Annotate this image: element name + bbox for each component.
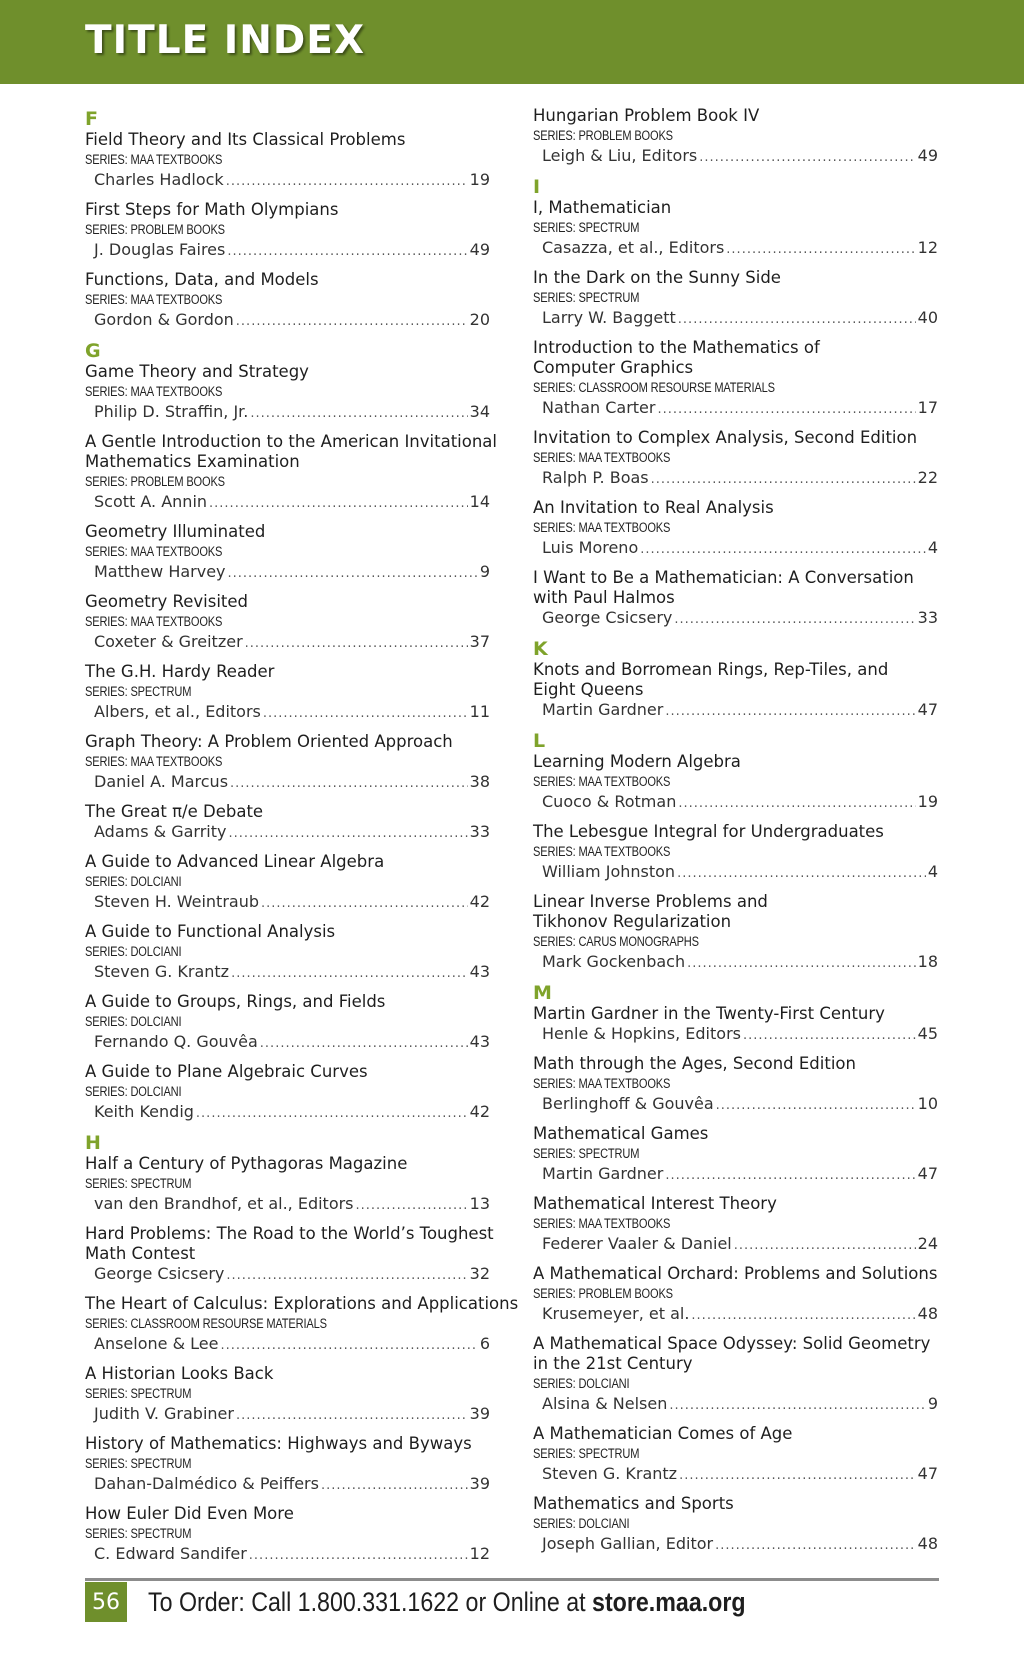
index-entry <box>533 892 938 974</box>
index-entry <box>533 1264 938 1326</box>
author-line <box>85 962 490 984</box>
book-series: SERIES: SPECTRUM <box>85 1456 192 1471</box>
dot-leader <box>236 312 468 332</box>
dot-leader <box>226 1266 467 1286</box>
index-entry <box>85 662 490 724</box>
index-entry <box>85 802 490 844</box>
book-title[interactable]: In the Dark on the Sunny Side <box>533 268 781 287</box>
book-series: SERIES: SPECTRUM <box>85 1526 192 1541</box>
author-line <box>85 240 490 262</box>
book-title[interactable]: Graph Theory: A Problem Oriented Approach <box>85 732 453 751</box>
book-series: SERIES: CLASSROOM RESOURSE MATERIALS <box>533 380 775 395</box>
dot-leader <box>716 1096 916 1116</box>
author-line <box>85 562 490 584</box>
dot-leader <box>356 1196 468 1216</box>
book-title[interactable]: Mathematical Interest Theory <box>533 1194 777 1213</box>
author-line <box>85 822 490 844</box>
author-line <box>533 608 938 630</box>
page-header <box>0 0 1024 84</box>
book-series: SERIES: MAA TEXTBOOKS <box>85 544 223 559</box>
book-series: SERIES: MAA TEXTBOOKS <box>85 754 223 769</box>
book-series: SERIES: SPECTRUM <box>533 1146 640 1161</box>
book-series: SERIES: MAA TEXTBOOKS <box>85 384 223 399</box>
dot-leader <box>678 310 916 330</box>
author-line <box>533 1464 938 1486</box>
index-entry <box>85 1434 490 1496</box>
book-page-number: 4 <box>927 862 938 881</box>
dot-leader <box>220 1336 477 1356</box>
dot-leader <box>263 704 468 724</box>
book-author: Scott A. Annin <box>94 492 208 511</box>
author-line <box>85 1032 490 1054</box>
book-author: C. Edward Sandifer <box>94 1544 247 1563</box>
dot-leader <box>657 400 915 420</box>
book-author: Nathan Carter <box>542 398 656 417</box>
author-line <box>85 1404 490 1426</box>
book-title[interactable]: Functions, Data, and Models <box>85 270 319 289</box>
section-letter: I <box>533 176 541 198</box>
dot-leader <box>665 1166 915 1186</box>
index-entry <box>533 428 938 490</box>
book-author: Henle & Hopkins, Editors <box>542 1024 741 1043</box>
book-title[interactable]: Math Contest <box>85 1244 196 1263</box>
book-title[interactable]: Linear Inverse Problems and <box>533 892 768 911</box>
book-author: Daniel A. Marcus <box>94 772 229 791</box>
index-entry <box>85 1364 490 1426</box>
book-title[interactable]: Game Theory and Strategy <box>85 362 309 381</box>
book-series: SERIES: SPECTRUM <box>85 1386 192 1401</box>
index-entry <box>85 922 490 984</box>
book-page-number: 37 <box>469 632 490 651</box>
book-title[interactable]: Hard Problems: The Road to the World’s Toughest <box>85 1224 494 1243</box>
dot-leader <box>691 1306 915 1326</box>
book-title[interactable]: Martin Gardner in the Twenty-First Century <box>533 1004 885 1023</box>
dot-leader <box>677 864 926 884</box>
book-series: SERIES: DOLCIANI <box>533 1516 630 1531</box>
author-line <box>85 702 490 724</box>
book-title[interactable]: A Gentle Introduction to the American Invitational <box>85 432 497 451</box>
book-title[interactable]: Eight Queens <box>533 680 644 699</box>
book-author: Coxeter & Greitzer <box>94 632 243 651</box>
dot-leader <box>209 494 468 514</box>
book-series: SERIES: MAA TEXTBOOKS <box>85 292 223 307</box>
book-page-number: 9 <box>927 1394 938 1413</box>
dot-leader <box>196 1104 468 1124</box>
book-title[interactable]: First Steps for Math Olympians <box>85 200 339 219</box>
book-title[interactable]: Knots and Borromean Rings, Rep-Tiles, and <box>533 660 889 679</box>
book-title[interactable]: Mathematics Examination <box>85 452 300 471</box>
book-page-number: 24 <box>917 1234 938 1253</box>
book-author: van den Brandhof, et al., Editors <box>94 1194 354 1213</box>
book-page-number: 49 <box>917 146 938 165</box>
section-letter: H <box>85 1132 101 1154</box>
book-title[interactable]: The G.H. Hardy Reader <box>85 662 275 681</box>
dot-leader <box>249 1546 468 1566</box>
book-page-number: 48 <box>917 1304 938 1323</box>
book-page-number: 39 <box>469 1404 490 1423</box>
dot-leader <box>726 240 915 260</box>
author-line <box>85 632 490 654</box>
author-line <box>533 1164 938 1186</box>
book-title[interactable]: Learning Modern Algebra <box>533 752 741 771</box>
book-author: Leigh & Liu, Editors <box>542 146 698 165</box>
book-title[interactable]: Field Theory and Its Classical Problems <box>85 130 406 149</box>
index-entry <box>85 732 490 794</box>
book-series: SERIES: SPECTRUM <box>533 1446 640 1461</box>
book-title[interactable]: Half a Century of Pythagoras Magazine <box>85 1154 408 1173</box>
book-page-number: 47 <box>917 700 938 719</box>
book-page-number: 32 <box>469 1264 490 1283</box>
book-title[interactable]: A Mathematician Comes of Age <box>533 1424 793 1443</box>
book-series: SERIES: SPECTRUM <box>85 684 192 699</box>
book-page-number: 34 <box>469 402 490 421</box>
book-series: SERIES: MAA TEXTBOOKS <box>533 520 671 535</box>
section-letter: M <box>533 982 552 1004</box>
author-line <box>533 1534 938 1556</box>
index-entry <box>533 660 938 722</box>
dot-leader <box>734 1236 916 1256</box>
index-entry <box>85 1504 490 1566</box>
book-author: Berlinghoff & Gouvêa <box>542 1094 714 1113</box>
book-page-number: 43 <box>469 962 490 981</box>
index-entry <box>85 522 490 584</box>
book-series: SERIES: PROBLEM BOOKS <box>533 128 673 143</box>
dot-leader <box>651 470 916 490</box>
index-entry <box>85 1154 490 1216</box>
book-page-number: 33 <box>469 822 490 841</box>
index-entry <box>85 362 490 424</box>
index-entry <box>533 1124 938 1186</box>
index-entry <box>533 1054 938 1116</box>
book-author: Casazza, et al., Editors <box>542 238 725 257</box>
book-title[interactable]: with Paul Halmos <box>533 588 675 607</box>
author-line <box>533 1024 938 1046</box>
book-title[interactable]: An Invitation to Real Analysis <box>533 498 774 517</box>
book-series: SERIES: PROBLEM BOOKS <box>85 474 225 489</box>
book-title[interactable]: The Great π/e Debate <box>85 802 264 821</box>
book-page-number: 18 <box>917 952 938 971</box>
author-line <box>85 772 490 794</box>
dot-leader <box>669 1396 925 1416</box>
book-author: Joseph Gallian, Editor <box>542 1534 714 1553</box>
index-column-right <box>533 106 938 1564</box>
book-author: Mark Gockenbach <box>542 952 686 971</box>
book-title[interactable]: A Mathematical Orchard: Problems and Solutions <box>533 1264 938 1283</box>
book-author: George Csicsery <box>542 608 673 627</box>
dot-leader <box>231 964 468 984</box>
author-line <box>533 146 938 168</box>
book-page-number: 42 <box>469 1102 490 1121</box>
index-entry <box>85 592 490 654</box>
book-title[interactable]: Invitation to Complex Analysis, Second Edition <box>533 428 918 447</box>
book-series: SERIES: MAA TEXTBOOKS <box>533 1216 671 1231</box>
book-series: SERIES: PROBLEM BOOKS <box>533 1286 673 1301</box>
dot-leader <box>674 610 915 630</box>
author-line <box>85 310 490 332</box>
book-series: SERIES: DOLCIANI <box>533 1376 630 1391</box>
book-series: SERIES: SPECTRUM <box>533 220 640 235</box>
dot-leader <box>260 1034 468 1054</box>
author-line <box>85 492 490 514</box>
author-line <box>533 1094 938 1116</box>
book-series: SERIES: DOLCIANI <box>85 1084 182 1099</box>
book-title[interactable]: Computer Graphics <box>533 358 694 377</box>
dot-leader <box>227 242 467 262</box>
book-author: Ralph P. Boas <box>542 468 649 487</box>
book-author: Martin Gardner <box>542 1164 664 1183</box>
book-title[interactable]: Introduction to the Mathematics of <box>533 338 820 357</box>
author-line <box>533 308 938 330</box>
author-line <box>85 1194 490 1216</box>
author-line <box>533 1394 938 1416</box>
book-series: SERIES: MAA TEXTBOOKS <box>85 614 223 629</box>
book-page-number: 43 <box>469 1032 490 1051</box>
book-series: SERIES: MAA TEXTBOOKS <box>85 152 223 167</box>
index-entry <box>85 200 490 262</box>
author-line <box>85 1102 490 1124</box>
book-author: Federer Vaaler & Daniel <box>542 1234 732 1253</box>
book-title[interactable]: A Guide to Plane Algebraic Curves <box>85 1062 368 1081</box>
book-title[interactable]: How Euler Did Even More <box>85 1504 294 1523</box>
book-title[interactable]: I, Mathematician <box>533 198 672 217</box>
book-series: SERIES: SPECTRUM <box>85 1176 192 1191</box>
book-page-number: 13 <box>469 1194 490 1213</box>
author-line <box>533 1234 938 1256</box>
index-entry <box>85 432 497 514</box>
dot-leader <box>245 634 468 654</box>
book-series: SERIES: SPECTRUM <box>533 290 640 305</box>
dot-leader <box>261 894 468 914</box>
book-author: Steven H. Weintraub <box>94 892 259 911</box>
book-page-number: 22 <box>917 468 938 487</box>
page-number: 56 <box>85 1582 127 1622</box>
dot-leader <box>743 1026 916 1046</box>
book-series: SERIES: PROBLEM BOOKS <box>85 222 225 237</box>
book-author: Philip D. Straffin, Jr. <box>94 402 249 421</box>
index-column-left <box>85 106 519 1574</box>
index-entry <box>85 130 490 192</box>
book-author: Anselone & Lee <box>94 1334 219 1353</box>
dot-leader <box>228 564 478 584</box>
book-title[interactable]: I Want to Be a Mathematician: A Conversation <box>533 568 914 587</box>
dot-leader <box>679 1466 916 1486</box>
book-page-number: 6 <box>479 1334 490 1353</box>
book-page-number: 40 <box>917 308 938 327</box>
book-page-number: 19 <box>917 792 938 811</box>
book-title[interactable]: A Historian Looks Back <box>85 1364 274 1383</box>
book-series: SERIES: DOLCIANI <box>85 944 182 959</box>
book-page-number: 45 <box>917 1024 938 1043</box>
index-entry <box>533 1494 938 1556</box>
book-author: Judith V. Grabiner <box>94 1404 234 1423</box>
index-entry <box>533 1334 938 1416</box>
author-line <box>85 892 490 914</box>
book-author: Charles Hadlock <box>94 170 224 189</box>
index-entry <box>85 852 490 914</box>
book-title[interactable]: in the 21st Century <box>533 1354 693 1373</box>
section-letter: F <box>85 108 98 130</box>
author-line <box>85 1334 490 1356</box>
book-series: SERIES: MAA TEXTBOOKS <box>533 1076 671 1091</box>
index-entry <box>85 1062 490 1124</box>
book-page-number: 19 <box>469 170 490 189</box>
index-entry <box>85 992 490 1054</box>
dot-leader <box>321 1476 468 1496</box>
book-author: Krusemeyer, et al. <box>542 1304 690 1323</box>
book-series: SERIES: MAA TEXTBOOKS <box>533 450 671 465</box>
book-title[interactable]: Tikhonov Regularization <box>533 912 732 931</box>
book-author: J. Douglas Faires <box>94 240 226 259</box>
book-page-number: 47 <box>917 1464 938 1483</box>
book-page-number: 9 <box>479 562 490 581</box>
dot-leader <box>228 824 467 844</box>
book-page-number: 48 <box>917 1534 938 1553</box>
section-letter: G <box>85 340 101 362</box>
footer-divider <box>85 1578 939 1581</box>
index-entry <box>533 106 938 168</box>
book-author: Albers, et al., Editors <box>94 702 261 721</box>
book-series: SERIES: MAA TEXTBOOKS <box>533 774 671 789</box>
dot-leader <box>699 148 915 168</box>
book-title[interactable]: History of Mathematics: Highways and Byways <box>85 1434 472 1453</box>
index-entry <box>533 338 938 420</box>
book-title[interactable]: Math through the Ages, Second Edition <box>533 1054 856 1073</box>
author-line <box>533 792 938 814</box>
book-title[interactable]: A Guide to Functional Analysis <box>85 922 336 941</box>
dot-leader <box>640 540 926 560</box>
book-title[interactable]: A Guide to Advanced Linear Algebra <box>85 852 385 871</box>
dot-leader <box>715 1536 916 1556</box>
page-title: TITLE INDEX <box>85 18 366 63</box>
book-page-number: 39 <box>469 1474 490 1493</box>
book-page-number: 38 <box>469 772 490 791</box>
book-author: Fernando Q. Gouvêa <box>94 1032 258 1051</box>
book-page-number: 12 <box>469 1544 490 1563</box>
book-author: William Johnston <box>542 862 676 881</box>
order-text: To Order: Call 1.800.331.1622 or Online at <box>148 1587 593 1617</box>
index-entry <box>533 568 938 630</box>
index-entry <box>533 1004 938 1046</box>
author-line <box>533 468 938 490</box>
book-author: Steven G. Krantz <box>542 1464 678 1483</box>
author-line <box>533 238 938 260</box>
dot-leader <box>226 172 468 192</box>
book-author: Adams & Garrity <box>94 822 227 841</box>
book-author: Alsina & Nelsen <box>542 1394 668 1413</box>
section-letter: K <box>533 638 548 660</box>
author-line <box>85 402 490 424</box>
author-line <box>85 1264 490 1286</box>
dot-leader <box>230 774 468 794</box>
book-author: Cuoco & Rotman <box>542 792 677 811</box>
book-author: Gordon & Gordon <box>94 310 234 329</box>
author-line <box>533 700 938 722</box>
index-entry <box>533 498 938 560</box>
book-title[interactable]: Hungarian Problem Book IV <box>533 106 760 125</box>
index-entry <box>533 1194 938 1256</box>
book-title[interactable]: A Guide to Groups, Rings, and Fields <box>85 992 386 1011</box>
book-series: SERIES: DOLCIANI <box>85 1014 182 1029</box>
index-entry <box>533 198 938 260</box>
author-line <box>85 1544 490 1566</box>
index-entry <box>533 1424 938 1486</box>
book-series: SERIES: CLASSROOM RESOURSE MATERIALS <box>85 1316 327 1331</box>
book-page-number: 17 <box>917 398 938 417</box>
index-entry <box>533 268 938 330</box>
book-page-number: 4 <box>927 538 938 557</box>
index-entry <box>85 1294 519 1356</box>
book-title[interactable]: Mathematics and Sports <box>533 1494 734 1513</box>
book-title[interactable]: The Heart of Calculus: Explorations and Applications <box>85 1294 519 1313</box>
book-series: SERIES: CARUS MONOGRAPHS <box>533 934 699 949</box>
book-page-number: 42 <box>469 892 490 911</box>
dot-leader <box>687 954 916 974</box>
book-series: SERIES: MAA TEXTBOOKS <box>533 844 671 859</box>
book-title[interactable]: Mathematical Games <box>533 1124 709 1143</box>
author-line <box>533 398 938 420</box>
index-entry <box>533 822 938 884</box>
book-series: SERIES: DOLCIANI <box>85 874 182 889</box>
book-author: Keith Kendig <box>94 1102 194 1121</box>
dot-leader <box>678 794 915 814</box>
dot-leader <box>236 1406 468 1426</box>
order-link[interactable]: store.maa.org <box>592 1587 746 1617</box>
author-line <box>85 170 490 192</box>
index-entry <box>85 1224 494 1286</box>
author-line <box>533 862 938 884</box>
book-author: Luis Moreno <box>542 538 639 557</box>
book-page-number: 11 <box>469 702 490 721</box>
book-title[interactable]: The Lebesgue Integral for Undergraduates <box>533 822 884 841</box>
book-page-number: 47 <box>917 1164 938 1183</box>
author-line <box>533 538 938 560</box>
book-title[interactable]: Geometry Revisited <box>85 592 249 611</box>
dot-leader <box>665 702 915 722</box>
book-page-number: 12 <box>917 238 938 257</box>
index-entry <box>533 752 938 814</box>
book-page-number: 20 <box>469 310 490 329</box>
index-entry <box>85 270 490 332</box>
book-page-number: 10 <box>917 1094 938 1113</box>
author-line <box>533 952 938 974</box>
book-author: Matthew Harvey <box>94 562 226 581</box>
author-line <box>85 1474 490 1496</box>
book-title[interactable]: A Mathematical Space Odyssey: Solid Geometry <box>533 1334 931 1353</box>
book-author: Steven G. Krantz <box>94 962 230 981</box>
book-author: Martin Gardner <box>542 700 664 719</box>
dot-leader <box>250 404 467 424</box>
section-letter: L <box>533 730 546 752</box>
book-author: George Csicsery <box>94 1264 225 1283</box>
book-page-number: 14 <box>469 492 490 511</box>
book-page-number: 33 <box>917 608 938 627</box>
book-page-number: 49 <box>469 240 490 259</box>
book-author: Larry W. Baggett <box>542 308 676 327</box>
book-title[interactable]: Geometry Illuminated <box>85 522 266 541</box>
author-line <box>533 1304 938 1326</box>
book-author: Dahan-Dalmédico & Peiffers <box>94 1474 319 1493</box>
order-info <box>148 1584 746 1620</box>
